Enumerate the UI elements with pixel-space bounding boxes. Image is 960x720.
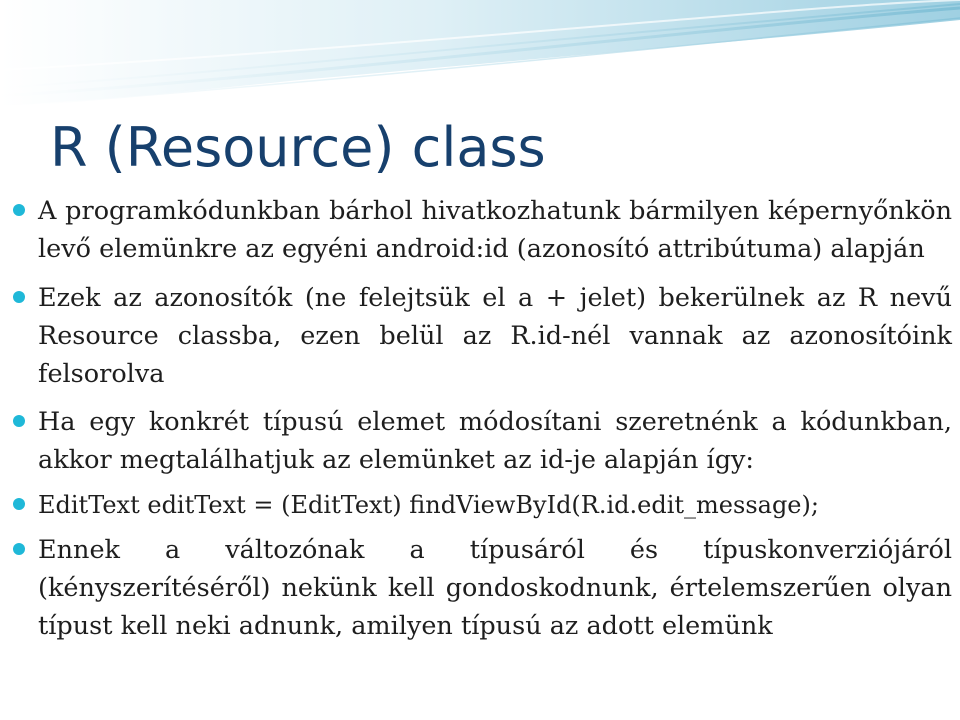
bullet-dot-icon bbox=[13, 543, 25, 555]
bullet-dot-icon bbox=[13, 204, 25, 216]
code-example-text: EditText editText = (EditText) findViewById(R.id.edit_message); bbox=[38, 491, 819, 519]
bullet-item bbox=[38, 279, 952, 393]
bullet-dot-icon bbox=[13, 291, 25, 303]
bullet-list bbox=[38, 192, 952, 654]
bullet-text: A programkódunkban bárhol hivatkozhatunk bármilyen képernyőnkön levő elemünkre az egyéni android:id (azonosító attribútuma) alapján bbox=[38, 196, 952, 264]
bullet-dot-icon bbox=[13, 415, 25, 427]
bullet-item bbox=[38, 486, 952, 524]
bullet-item bbox=[38, 403, 952, 479]
bullet-text: Ennek a változónak a típusáról és típuskonverziójáról (kényszerítéséről) nekünk kell gondoskodnunk, értelemszerűen olyan típust kell neki adnunk, amilyen típusú az adott elemünk bbox=[38, 535, 952, 641]
bullet-dot-icon bbox=[13, 498, 25, 510]
bullet-item bbox=[38, 531, 952, 645]
bullet-text: Ezek az azonosítók (ne felejtsük el a + jelet) bekerülnek az R nevű Resource classba, ezen belül az R.id-nél vannak az azonosítóink felsorolva bbox=[38, 283, 952, 389]
bullet-item bbox=[38, 192, 952, 268]
slide-title: R (Resource) class bbox=[50, 116, 546, 179]
header-wave-decoration bbox=[0, 0, 960, 110]
bullet-text: Ha egy konkrét típusú elemet módosítani szeretnénk a kódunkban, akkor megtalálhatjuk az elemünket az id-je alapján így: bbox=[38, 407, 952, 475]
